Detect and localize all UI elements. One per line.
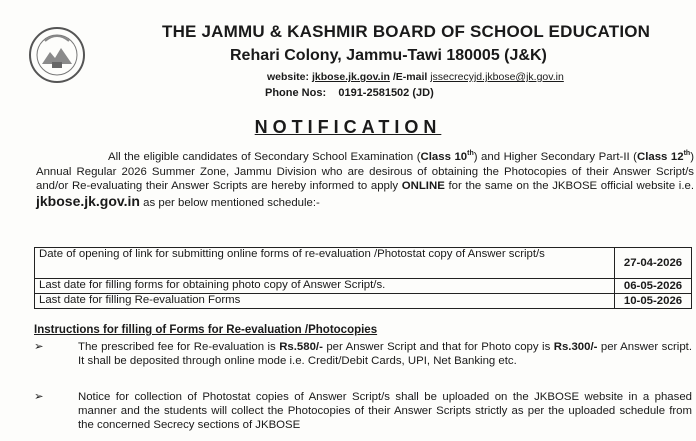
list-item <box>34 390 692 432</box>
b1-text-a: The prescribed fee for Re-evaluation is <box>78 341 280 353</box>
notification-title: NOTIFICATION <box>254 117 442 137</box>
board-emblem-logo <box>28 26 86 84</box>
p1-mid: ) and Higher Secondary Part-II ( <box>473 151 637 163</box>
schedule-desc: Last date for filling Re-evaluation Forms <box>35 294 615 309</box>
notice-paragraph <box>36 150 694 210</box>
reevaluation-fee: Rs.580/- <box>279 341 323 353</box>
class-12: Class 12 <box>636 151 684 163</box>
phone-line: Phone Nos: 0191-2581502 (JD) <box>265 87 434 99</box>
website-link[interactable]: jkbose.jk.gov.in <box>311 71 390 83</box>
schedule-date: 10-05-2026 <box>615 294 692 309</box>
table-row <box>35 279 692 294</box>
schedule-table <box>34 247 692 309</box>
sup-th-1: th <box>467 150 474 158</box>
b1-text-b: per Answer Script and that for Photo copy is <box>322 341 554 353</box>
website-label: website: <box>267 71 310 83</box>
schedule-date: 27-04-2026 <box>615 248 692 279</box>
online-word: ONLINE <box>401 180 445 192</box>
board-name: THE JAMMU & KASHMIR BOARD OF SCHOOL EDUCATION <box>162 22 651 41</box>
arrow-bullet-icon: ➢ <box>34 391 44 403</box>
b2-text: Notice for collection of Photostat copies of Answer Script/s shall be uploaded on the JKBOSE website in a phased manner and the students will collect the Photocopies of their Answer Scripts strictly as per the uploaded schedule from the concerned Secrecy sections of JKBOSE <box>78 391 692 431</box>
schedule-desc: Last date for filling forms for obtaining photo copy of Answer Script/s. <box>35 279 615 294</box>
p1-text: All the eligible candidates of Secondary School Examination ( <box>108 151 421 163</box>
p1-rest2: for the same on the JKBOSE official website i.e. <box>444 180 695 192</box>
table-row <box>35 294 692 309</box>
b1-text-c: per Answer script. It shall be deposited through online mode i.e. Credit/Debit Cards, UPI, Net Banking etc. <box>78 341 692 367</box>
sup-th-2: th <box>683 150 691 158</box>
p1-end: as per below mentioned schedule:- <box>140 196 320 209</box>
class-10: Class 10 <box>420 151 468 163</box>
contact-line <box>92 71 696 83</box>
arrow-bullet-icon: ➢ <box>34 341 44 353</box>
email-label: /E-mail <box>392 71 428 83</box>
instructions-title: Instructions for filling of Forms for Re-evaluation /Photocopies <box>34 324 378 336</box>
board-address: Rehari Colony, Jammu-Tawi 180005 (J&K) <box>230 47 547 64</box>
table-row <box>35 248 692 279</box>
photocopy-fee: Rs.300/- <box>553 341 598 353</box>
p1-rest: ) Annual Regular 2026 Summer Zone, Jammu Division who are desirous of obtaining the Photocopies of their Answer Script/s and/or Re-evaluating their Answer Scripts are hereby informed to apply <box>36 151 694 192</box>
email-link[interactable]: jssecrecyjd.jkbose@jk.gov.in <box>430 71 564 83</box>
schedule-date: 06-05-2026 <box>615 279 692 294</box>
official-website: jkbose.jk.gov.in <box>36 192 140 209</box>
schedule-desc: Date of opening of link for submitting online forms of re-evaluation /Photostat copy of Answer script/s <box>35 248 615 279</box>
list-item <box>34 340 692 368</box>
